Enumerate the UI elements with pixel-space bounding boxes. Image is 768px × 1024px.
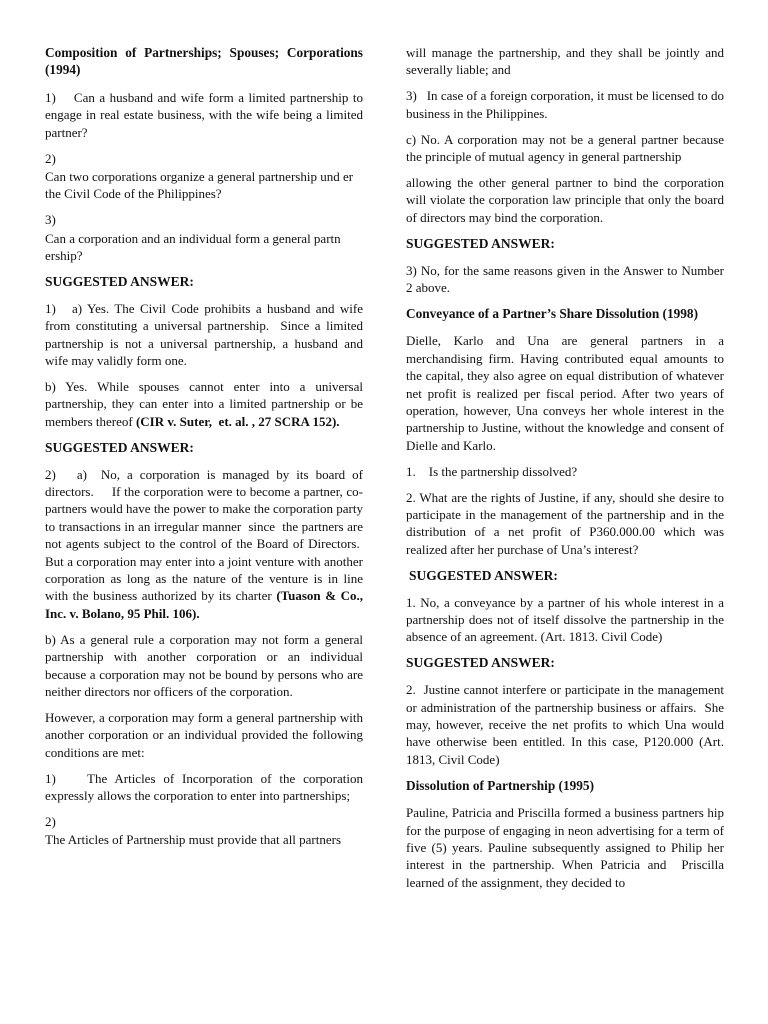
answer-1b-text: b) Yes. While spouses cannot enter into a universal partnership, they can enter into a limited partnership or be members thereof xyxy=(45,379,363,429)
question-3: Can a corporation and an individual form a general partn ership? xyxy=(45,230,341,264)
conveyance-answer-1: 1. No, a conveyance by a partner of his whole interest in a partnership does not of itself dissolve the partnership in the absence of an agreement. (Art. 1813. Civil Code) xyxy=(406,594,724,645)
answer-2b: b) As a general rule a corporation may not form a general partnership with another corporation or an individual because a corporation may not be bound by persons who are neither directors nor officers of the corporation. xyxy=(45,631,363,699)
question-1: 1) Can a husband and wife form a limited partnership to engage in real estate business, with the wife being a limited partner? xyxy=(45,89,363,140)
however-paragraph: However, a corporation may form a general partnership with another corporation or an individual provided the following conditions are met: xyxy=(45,709,363,760)
answer-2a xyxy=(45,466,363,623)
conveyance-question-2: 2. What are the rights of Justine, if any, should she desire to participate in the management of the partnership and in the distribution of a net profit of P360.000.00 which was realized after her purchase of Una’s interest? xyxy=(406,489,724,557)
answer-2a-text: 2) a) No, a corporation is managed by its board of directors. If the corporation were to become a partner, co-partners would have the power to make the corporation party to transactions in an irregular manner since the partners are not agents subject to the control of the Board of Directors. But a corporation may enter into a joint venture with another corporation as long as the nature of the venture is in line with the business authorized by its charter xyxy=(45,466,363,604)
condition-1: 1) The Articles of Incorporation of the corporation expressly allows the corporation to enter into partnerships; xyxy=(45,770,363,804)
left-column xyxy=(45,44,363,857)
answer-2a-citation: (Tuason & Co., Inc. v. Bolano, 95 Phil. 106). xyxy=(45,588,364,621)
conveyance-answer-2: 2. Justine cannot interfere or participate in the management or administration of the partnership business or affairs. She may, however, receive the net profits to which Una would have otherwise been entitled. In this case, P120.000 (Art. 1813, Civil Code) xyxy=(406,682,724,767)
question-3-number: 3) xyxy=(45,212,56,228)
question-2: Can two corporations organize a general partnership und er the Civil Code of the Philippines? xyxy=(45,168,354,202)
condition-2: The Articles of Partnership must provide that all partners xyxy=(45,832,342,848)
condition-3: 3) In case of a foreign corporation, it must be licensed to do business in the Philippines. xyxy=(406,88,724,121)
question-2-number: 2) xyxy=(45,150,56,166)
suggested-answer-label: SUGGESTED ANSWER: xyxy=(45,273,194,289)
answer-1b-citation: (CIR v. Suter, et. al. , 27 SCRA 152). xyxy=(135,413,340,429)
conveyance-question-1: 1. Is the partnership dissolved? xyxy=(406,463,578,479)
dissolution-facts: Pauline, Patricia and Priscilla formed a business partners hip for the purpose of engaging in neon advertising for a term of five (5) years. Pauline subsequently assigned to Philip her interest in the partnership. When Patricia and Priscilla learned of the assignment, they decided to xyxy=(406,805,724,890)
condition-2-continued: will manage the partnership, and they shall be jointly and severally liable; and xyxy=(406,45,724,78)
right-column xyxy=(406,44,724,900)
answer-1b xyxy=(45,378,363,430)
section-heading-conveyance: Conveyance of a Partner’s Share Dissolution (1998) xyxy=(406,305,699,321)
section-heading-composition: Composition of Partnerships; Spouses; Corporations (1994) xyxy=(45,45,363,78)
answer-3: 3) No, for the same reasons given in the Answer to Number 2 above. xyxy=(406,262,724,295)
answer-3c-continued: allowing the other general partner to bind the corporation will violate the corporation law principle that only the board of directors may bind the corporation. xyxy=(406,174,724,225)
suggested-answer-label: SUGGESTED ANSWER: xyxy=(406,235,555,251)
facts-paragraph: Dielle, Karlo and Una are general partners in a merchandising firm. Having contributed equal amounts to the capital, they also agree on equal distribution of whatever net profit is realized per fiscal period. After two years of operation, however, Una conveys her whole interest in the partnership to Justine, without the knowledge and consent of Dielle and Karlo. xyxy=(406,333,724,453)
suggested-answer-label: SUGGESTED ANSWER: xyxy=(45,439,194,455)
suggested-answer-label: SUGGESTED ANSWER: xyxy=(406,655,555,671)
section-heading-dissolution: Dissolution of Partnership (1995) xyxy=(406,777,595,793)
answer-3c: c) No. A corporation may not be a general partner because the principle of mutual agency in general partnership xyxy=(406,131,724,165)
answer-1a: 1) a) Yes. The Civil Code prohibits a husband and wife from constituting a universal partnership. Since a limited partnership is not a universal partnership, a husband and wife may validly form one. xyxy=(45,300,363,369)
condition-2-number: 2) xyxy=(45,813,56,829)
suggested-answer-label: SUGGESTED ANSWER: xyxy=(409,567,558,583)
